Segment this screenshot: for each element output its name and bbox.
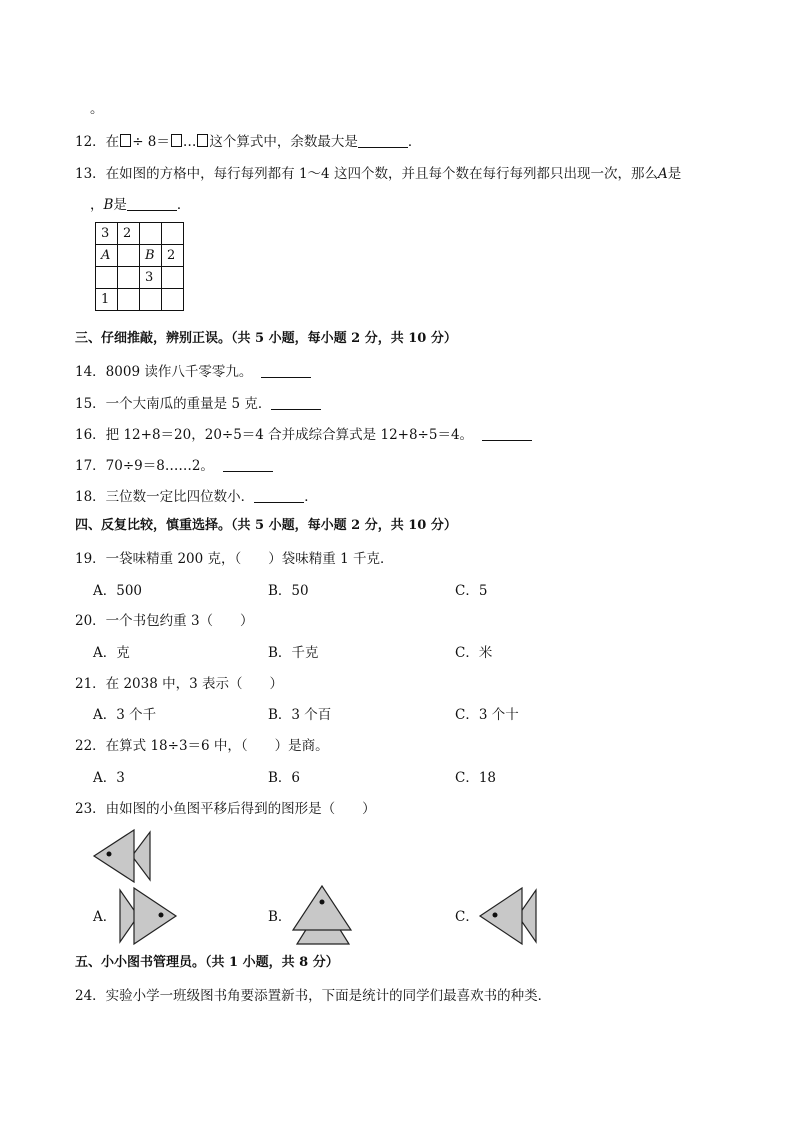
- grid-cell: [118, 289, 140, 311]
- fish-body: [480, 888, 522, 944]
- section-4-heading: 四、反复比较，慎重选择。（共 5 小题，每小题 2 分，共 10 分）: [75, 518, 457, 533]
- q12-mid: ÷ 8＝: [132, 134, 170, 150]
- grid-cell: [162, 223, 184, 245]
- q13-text: 13．在如图的方格中，每行每列都有 1～4 这四个数，并且每个数在每行每列都只出现一次，那么: [75, 166, 658, 182]
- question-12: [75, 133, 421, 151]
- q19-option-b[interactable]: B．50: [268, 583, 309, 599]
- grid-cell: 3: [140, 267, 162, 289]
- answer-blank[interactable]: [271, 395, 321, 410]
- question-21: 21．在 2038 中，3 表示（ ）: [75, 676, 283, 692]
- question-18: [75, 488, 318, 506]
- q20-option-c[interactable]: C．米: [455, 645, 493, 661]
- grid-row: [96, 223, 184, 245]
- answer-blank[interactable]: [261, 363, 311, 378]
- q13-comma: ，: [90, 197, 104, 213]
- q23-option-b[interactable]: B．: [268, 909, 292, 925]
- q13-var-a: A: [657, 166, 668, 182]
- box-icon: [171, 134, 182, 147]
- grid-row: [96, 267, 184, 289]
- q18-end: ．: [304, 489, 318, 505]
- answer-blank[interactable]: [223, 457, 273, 472]
- question-16: [75, 426, 532, 444]
- q12-ellipsis: …: [182, 134, 197, 150]
- question-17: [75, 457, 273, 475]
- box-icon: [120, 134, 131, 147]
- grid-cell: 3: [96, 223, 118, 245]
- q20-option-b[interactable]: B．千克: [268, 645, 319, 661]
- question-23: 23．由如图的小鱼图平移后得到的图形是（ ）: [75, 801, 376, 817]
- q23-option-a[interactable]: A．: [93, 909, 117, 925]
- grid-cell: 2: [118, 223, 140, 245]
- q19-option-a[interactable]: A．500: [93, 583, 143, 599]
- fish-tail: [132, 832, 150, 880]
- question-22: 22．在算式 18÷3＝6 中，（ ）是商。: [75, 738, 329, 754]
- q22-option-a[interactable]: A．3: [93, 770, 125, 786]
- question-15: [75, 395, 321, 413]
- q23-option-c[interactable]: C．: [455, 909, 479, 925]
- grid-cell: 2: [162, 245, 184, 267]
- number-grid: [95, 222, 184, 311]
- q23-option-a-fish[interactable]: [116, 886, 178, 946]
- grid-cell: [118, 245, 140, 267]
- q13-is: 是: [113, 197, 127, 213]
- fish-body: [134, 888, 176, 944]
- fish-eye: [320, 900, 325, 905]
- q19-option-c[interactable]: C．5: [455, 583, 488, 599]
- q12-rest: 这个算式中，余数最大是: [209, 134, 358, 150]
- q22-option-c[interactable]: C．18: [455, 770, 497, 786]
- grid-cell: [118, 267, 140, 289]
- grid-cell: A: [96, 245, 118, 267]
- grid-cell: [140, 223, 162, 245]
- fish-eye: [493, 913, 498, 918]
- q22-option-b[interactable]: B．6: [268, 770, 301, 786]
- q23-option-c-fish[interactable]: [478, 886, 540, 946]
- q20-option-a[interactable]: A．克: [93, 645, 130, 661]
- q21-option-a[interactable]: A．3 个千: [93, 707, 157, 723]
- q16-text: 16．把 12+8＝20，20÷5＝4 合并成综合算式是 12+8÷5＝4。: [75, 427, 474, 443]
- fish-body: [293, 886, 351, 930]
- q21-option-b[interactable]: B．3 个百: [268, 707, 332, 723]
- grid-cell: [96, 267, 118, 289]
- grid-cell: [140, 289, 162, 311]
- answer-blank[interactable]: [254, 488, 304, 503]
- q17-text: 17．70÷9＝8……2。: [75, 458, 214, 474]
- fish-eye: [107, 852, 112, 857]
- question-20: 20．一个书包约重 3（ ）: [75, 613, 254, 629]
- q23-option-b-fish[interactable]: [291, 884, 353, 946]
- fish-eye: [159, 913, 164, 918]
- grid-cell: 1: [96, 289, 118, 311]
- question-14: [75, 363, 311, 381]
- q15-text: 15．一个大南瓜的重量是 5 克．: [75, 396, 272, 412]
- q14-text: 14．8009 读作八千零零九。: [75, 364, 253, 380]
- q13-end: ．: [176, 197, 191, 213]
- grid-cell: [162, 289, 184, 311]
- grid-row: [96, 245, 184, 267]
- section-3-heading: 三、仔细推敲，辨别正误。（共 5 小题，每小题 2 分，共 10 分）: [75, 331, 457, 346]
- answer-blank[interactable]: [482, 426, 532, 441]
- continuation-mark: 。: [90, 101, 104, 117]
- grid-cell: [162, 267, 184, 289]
- q21-option-c[interactable]: C．3 个十: [455, 707, 519, 723]
- answer-blank[interactable]: [358, 133, 408, 148]
- fish-body: [94, 830, 134, 882]
- grid-row: [96, 289, 184, 311]
- question-13-line1: [75, 165, 681, 183]
- q13-var-b: B: [103, 197, 114, 213]
- answer-blank[interactable]: [127, 196, 177, 211]
- section-5-heading: 五、小小图书管理员。（共 1 小题，共 8 分）: [75, 955, 339, 970]
- q12-end: ．: [407, 134, 422, 150]
- q18-text: 18．三位数一定比四位数小．: [75, 489, 255, 505]
- question-19: 19．一袋味精重 200 克，（ ）袋味精重 1 千克．: [75, 551, 394, 567]
- grid-cell: B: [140, 245, 162, 267]
- q13-is: 是: [667, 166, 682, 182]
- box-icon: [197, 134, 208, 147]
- q12-prefix: 12．在: [75, 134, 120, 150]
- question-24: 24．实验小学一班级图书角要添置新书，下面是统计的同学们最喜欢书的种类．: [75, 988, 552, 1004]
- question-13-line2: [90, 196, 190, 214]
- reference-fish-figure: [92, 826, 154, 886]
